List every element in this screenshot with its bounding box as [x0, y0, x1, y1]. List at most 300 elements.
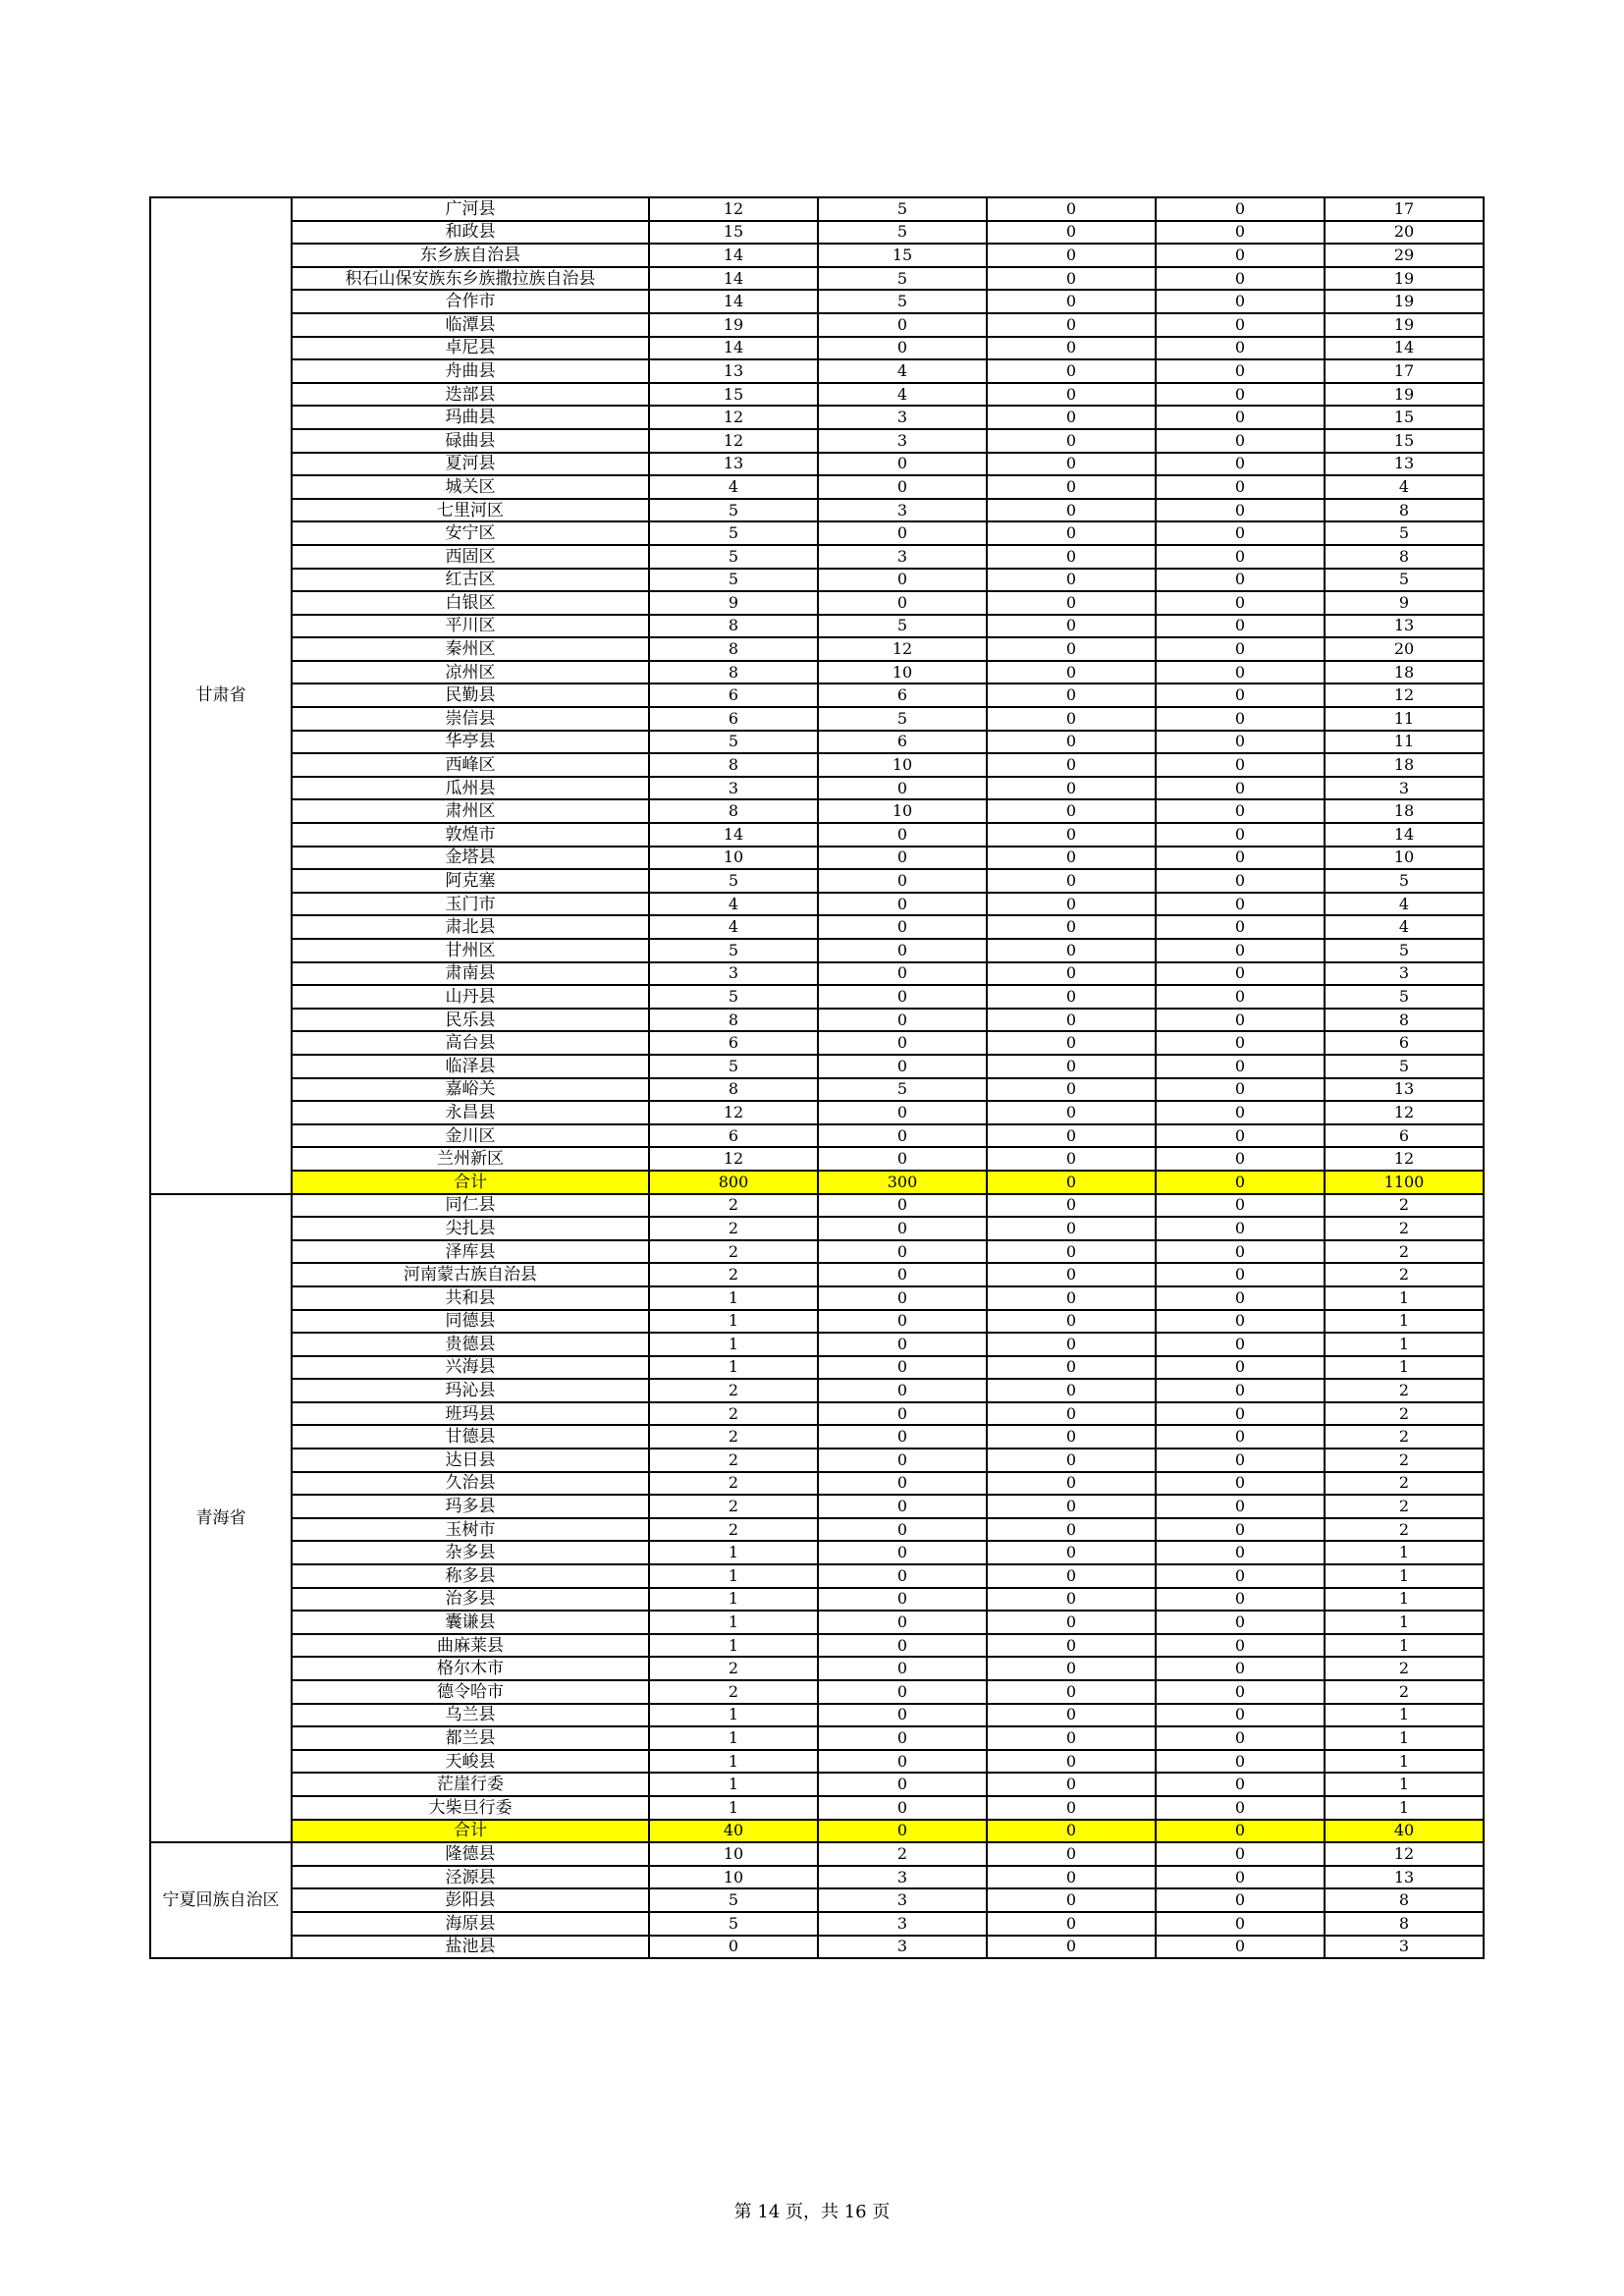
county-name-cell: 民乐县 [292, 1009, 649, 1032]
value-cell-col1: 5 [649, 985, 818, 1009]
value-cell-col2: 0 [818, 1611, 987, 1634]
value-cell-col2: 0 [818, 1449, 987, 1472]
total-row [150, 1171, 1484, 1194]
table-row [150, 1379, 1484, 1402]
value-cell-col5: 13 [1325, 1866, 1484, 1889]
value-cell-col4: 0 [1156, 1564, 1325, 1588]
table-row [150, 1263, 1484, 1286]
value-cell-col3: 0 [987, 1518, 1156, 1542]
county-name-cell: 碌曲县 [292, 429, 649, 453]
table-row [150, 1634, 1484, 1658]
value-cell-col1: 10 [649, 1842, 818, 1866]
value-cell-col5: 1 [1325, 1541, 1484, 1564]
value-cell-col5: 1 [1325, 1588, 1484, 1612]
value-cell-col5: 3 [1325, 777, 1484, 800]
county-name-cell: 临泽县 [292, 1055, 649, 1078]
county-name-cell: 敦煌市 [292, 823, 649, 847]
value-cell-col3: 0 [987, 1078, 1156, 1102]
value-cell-col1: 4 [649, 893, 818, 916]
value-cell-col2: 0 [818, 893, 987, 916]
value-cell-col3: 0 [987, 244, 1156, 267]
value-cell-col4: 0 [1156, 1518, 1325, 1542]
value-cell-col4: 0 [1156, 962, 1325, 986]
value-cell-col5: 1 [1325, 1286, 1484, 1310]
value-cell-col2: 10 [818, 753, 987, 777]
value-cell-col5: 1 [1325, 1773, 1484, 1796]
table-row [150, 1657, 1484, 1680]
county-name-cell: 隆德县 [292, 1842, 649, 1866]
value-cell-col5: 18 [1325, 799, 1484, 823]
value-cell-col2: 0 [818, 1680, 987, 1704]
county-name-cell: 泾源县 [292, 1866, 649, 1889]
county-name-cell: 班玛县 [292, 1402, 649, 1426]
value-cell-col2: 0 [818, 569, 987, 592]
table-row [150, 1704, 1484, 1727]
county-name-cell: 城关区 [292, 475, 649, 499]
value-cell-col5: 2 [1325, 1402, 1484, 1426]
value-cell-col3: 0 [987, 777, 1156, 800]
table-row [150, 869, 1484, 893]
value-cell-col2: 6 [818, 731, 987, 754]
value-cell-col2: 3 [818, 1936, 987, 1959]
county-name-cell: 玉树市 [292, 1518, 649, 1542]
value-cell-col1: 2 [649, 1263, 818, 1286]
value-cell-col2: 0 [818, 1263, 987, 1286]
value-cell-col5: 1 [1325, 1564, 1484, 1588]
value-cell-col5: 2 [1325, 1495, 1484, 1518]
table-row [150, 915, 1484, 939]
value-cell-col2: 15 [818, 244, 987, 267]
county-name-cell: 杂多县 [292, 1541, 649, 1564]
value-cell-col3: 0 [987, 1217, 1156, 1240]
value-cell-col2: 5 [818, 707, 987, 731]
county-name-cell: 崇信县 [292, 707, 649, 731]
value-cell-col5: 1 [1325, 1611, 1484, 1634]
value-cell-col1: 800 [649, 1171, 818, 1194]
value-cell-col3: 0 [987, 569, 1156, 592]
value-cell-col2: 0 [818, 1704, 987, 1727]
value-cell-col3: 0 [987, 1009, 1156, 1032]
value-cell-col4: 0 [1156, 197, 1325, 221]
value-cell-col5: 1 [1325, 1704, 1484, 1727]
table-row [150, 1912, 1484, 1936]
value-cell-col1: 40 [649, 1820, 818, 1843]
value-cell-col1: 4 [649, 475, 818, 499]
value-cell-col4: 0 [1156, 1263, 1325, 1286]
value-cell-col3: 0 [987, 1773, 1156, 1796]
value-cell-col1: 13 [649, 359, 818, 383]
value-cell-col1: 12 [649, 1101, 818, 1124]
value-cell-col4: 0 [1156, 337, 1325, 360]
value-cell-col1: 8 [649, 753, 818, 777]
value-cell-col5: 5 [1325, 569, 1484, 592]
value-cell-col1: 10 [649, 847, 818, 870]
value-cell-col2: 0 [818, 1588, 987, 1612]
value-cell-col1: 8 [649, 637, 818, 661]
value-cell-col4: 0 [1156, 1333, 1325, 1356]
county-name-cell: 金塔县 [292, 847, 649, 870]
value-cell-col3: 0 [987, 383, 1156, 407]
county-name-cell: 盐池县 [292, 1936, 649, 1959]
value-cell-col4: 0 [1156, 1009, 1325, 1032]
value-cell-col1: 8 [649, 661, 818, 684]
table-row [150, 1009, 1484, 1032]
value-cell-col3: 0 [987, 823, 1156, 847]
table-row [150, 637, 1484, 661]
value-cell-col5: 2 [1325, 1263, 1484, 1286]
county-name-cell: 玛曲县 [292, 406, 649, 429]
value-cell-col3: 0 [987, 337, 1156, 360]
table-row [150, 1726, 1484, 1750]
total-label-cell: 合计 [292, 1820, 649, 1843]
value-cell-col3: 0 [987, 1379, 1156, 1402]
table-row [150, 661, 1484, 684]
value-cell-col4: 0 [1156, 707, 1325, 731]
county-name-cell: 久治县 [292, 1472, 649, 1496]
value-cell-col1: 3 [649, 777, 818, 800]
value-cell-col4: 0 [1156, 1055, 1325, 1078]
value-cell-col2: 0 [818, 1402, 987, 1426]
table-row [150, 1078, 1484, 1102]
value-cell-col2: 0 [818, 1495, 987, 1518]
value-cell-col4: 0 [1156, 893, 1325, 916]
value-cell-col4: 0 [1156, 521, 1325, 545]
value-cell-col2: 0 [818, 777, 987, 800]
value-cell-col5: 20 [1325, 637, 1484, 661]
value-cell-col3: 0 [987, 1680, 1156, 1704]
value-cell-col2: 0 [818, 1147, 987, 1171]
county-name-cell: 玉门市 [292, 893, 649, 916]
value-cell-col1: 1 [649, 1796, 818, 1820]
value-cell-col4: 0 [1156, 1634, 1325, 1658]
table-row [150, 777, 1484, 800]
table-row [150, 569, 1484, 592]
county-name-cell: 泽库县 [292, 1240, 649, 1264]
value-cell-col3: 0 [987, 313, 1156, 337]
value-cell-col5: 1 [1325, 1634, 1484, 1658]
province-cell: 宁夏回族自治区 [150, 1842, 292, 1958]
value-cell-col4: 0 [1156, 985, 1325, 1009]
value-cell-col4: 0 [1156, 406, 1325, 429]
value-cell-col4: 0 [1156, 244, 1325, 267]
value-cell-col3: 0 [987, 453, 1156, 476]
table-row [150, 1425, 1484, 1449]
value-cell-col3: 0 [987, 1750, 1156, 1774]
county-name-cell: 治多县 [292, 1588, 649, 1612]
value-cell-col4: 0 [1156, 453, 1325, 476]
value-cell-col1: 2 [649, 1657, 818, 1680]
table-row [150, 962, 1484, 986]
value-cell-col5: 17 [1325, 197, 1484, 221]
county-name-cell: 嘉峪关 [292, 1078, 649, 1102]
county-name-cell: 平川区 [292, 615, 649, 638]
value-cell-col1: 1 [649, 1564, 818, 1588]
table-row [150, 1147, 1484, 1171]
table-row [150, 499, 1484, 522]
value-cell-col3: 0 [987, 359, 1156, 383]
table-row [150, 893, 1484, 916]
value-cell-col2: 0 [818, 591, 987, 615]
value-cell-col2: 0 [818, 1379, 987, 1402]
value-cell-col3: 0 [987, 1472, 1156, 1496]
value-cell-col3: 0 [987, 1820, 1156, 1843]
value-cell-col5: 9 [1325, 591, 1484, 615]
value-cell-col2: 300 [818, 1171, 987, 1194]
county-name-cell: 金川区 [292, 1124, 649, 1148]
value-cell-col2: 3 [818, 1888, 987, 1912]
county-name-cell: 称多县 [292, 1564, 649, 1588]
county-name-cell: 曲麻莱县 [292, 1634, 649, 1658]
value-cell-col3: 0 [987, 1495, 1156, 1518]
table-row [150, 1333, 1484, 1356]
value-cell-col4: 0 [1156, 1541, 1325, 1564]
value-cell-col5: 19 [1325, 313, 1484, 337]
value-cell-col2: 0 [818, 1750, 987, 1774]
value-cell-col2: 3 [818, 1912, 987, 1936]
value-cell-col3: 0 [987, 799, 1156, 823]
value-cell-col1: 5 [649, 869, 818, 893]
value-cell-col4: 0 [1156, 1147, 1325, 1171]
value-cell-col1: 12 [649, 406, 818, 429]
county-name-cell: 尖扎县 [292, 1217, 649, 1240]
county-name-cell: 积石山保安族东乡族撒拉族自治县 [292, 267, 649, 291]
value-cell-col4: 0 [1156, 939, 1325, 962]
value-cell-col5: 4 [1325, 915, 1484, 939]
value-cell-col4: 0 [1156, 1240, 1325, 1264]
county-name-cell: 兴海县 [292, 1356, 649, 1380]
total-row [150, 1820, 1484, 1843]
value-cell-col1: 6 [649, 683, 818, 707]
table-row [150, 475, 1484, 499]
value-cell-col3: 0 [987, 1866, 1156, 1889]
value-cell-col3: 0 [987, 1726, 1156, 1750]
value-cell-col2: 0 [818, 1726, 987, 1750]
value-cell-col5: 13 [1325, 1078, 1484, 1102]
table-row [150, 707, 1484, 731]
table-row [150, 1055, 1484, 1078]
value-cell-col5: 14 [1325, 823, 1484, 847]
value-cell-col3: 0 [987, 1936, 1156, 1959]
table-row [150, 1866, 1484, 1889]
county-name-cell: 卓尼县 [292, 337, 649, 360]
county-name-cell: 安宁区 [292, 521, 649, 545]
value-cell-col3: 0 [987, 615, 1156, 638]
table-row [150, 1541, 1484, 1564]
value-cell-col3: 0 [987, 406, 1156, 429]
value-cell-col1: 1 [649, 1541, 818, 1564]
value-cell-col3: 0 [987, 1611, 1156, 1634]
value-cell-col3: 0 [987, 1634, 1156, 1658]
value-cell-col4: 0 [1156, 1217, 1325, 1240]
value-cell-col1: 2 [649, 1240, 818, 1264]
table-row [150, 1796, 1484, 1820]
table-row [150, 383, 1484, 407]
county-name-cell: 秦州区 [292, 637, 649, 661]
table-row [150, 939, 1484, 962]
value-cell-col2: 0 [818, 1820, 987, 1843]
county-name-cell: 同德县 [292, 1310, 649, 1334]
value-cell-col4: 0 [1156, 1031, 1325, 1055]
value-cell-col1: 1 [649, 1310, 818, 1334]
county-name-cell: 肃州区 [292, 799, 649, 823]
value-cell-col4: 0 [1156, 1588, 1325, 1612]
county-name-cell: 西固区 [292, 545, 649, 569]
value-cell-col4: 0 [1156, 1402, 1325, 1426]
county-name-cell: 肃北县 [292, 915, 649, 939]
value-cell-col4: 0 [1156, 1425, 1325, 1449]
value-cell-col3: 0 [987, 521, 1156, 545]
table-row [150, 799, 1484, 823]
value-cell-col2: 10 [818, 799, 987, 823]
value-cell-col2: 5 [818, 615, 987, 638]
value-cell-col2: 0 [818, 1217, 987, 1240]
value-cell-col1: 5 [649, 545, 818, 569]
value-cell-col1: 6 [649, 1124, 818, 1148]
value-cell-col4: 0 [1156, 1310, 1325, 1334]
table-row [150, 1240, 1484, 1264]
value-cell-col5: 1 [1325, 1333, 1484, 1356]
county-name-cell: 格尔木市 [292, 1657, 649, 1680]
value-cell-col1: 2 [649, 1402, 818, 1426]
value-cell-col4: 0 [1156, 1286, 1325, 1310]
value-cell-col2: 0 [818, 1773, 987, 1796]
county-name-cell: 东乡族自治县 [292, 244, 649, 267]
county-name-cell: 乌兰县 [292, 1704, 649, 1727]
value-cell-col3: 0 [987, 1425, 1156, 1449]
value-cell-col5: 40 [1325, 1820, 1484, 1843]
value-cell-col4: 0 [1156, 1704, 1325, 1727]
value-cell-col5: 1 [1325, 1796, 1484, 1820]
value-cell-col3: 0 [987, 637, 1156, 661]
table-row [150, 337, 1484, 360]
value-cell-col2: 0 [818, 1472, 987, 1496]
table-row [150, 1936, 1484, 1959]
value-cell-col1: 1 [649, 1286, 818, 1310]
table-row [150, 1402, 1484, 1426]
value-cell-col5: 13 [1325, 453, 1484, 476]
value-cell-col5: 4 [1325, 475, 1484, 499]
value-cell-col4: 0 [1156, 915, 1325, 939]
value-cell-col1: 2 [649, 1518, 818, 1542]
value-cell-col4: 0 [1156, 1820, 1325, 1843]
county-name-cell: 临潭县 [292, 313, 649, 337]
value-cell-col5: 2 [1325, 1217, 1484, 1240]
value-cell-col4: 0 [1156, 615, 1325, 638]
county-name-cell: 合作市 [292, 290, 649, 313]
value-cell-col2: 3 [818, 545, 987, 569]
county-name-cell: 民勤县 [292, 683, 649, 707]
value-cell-col2: 0 [818, 1194, 987, 1218]
value-cell-col4: 0 [1156, 1866, 1325, 1889]
value-cell-col2: 4 [818, 359, 987, 383]
table-row [150, 615, 1484, 638]
value-cell-col5: 2 [1325, 1379, 1484, 1402]
county-name-cell: 七里河区 [292, 499, 649, 522]
value-cell-col2: 4 [818, 383, 987, 407]
county-name-cell: 凉州区 [292, 661, 649, 684]
table-row [150, 1842, 1484, 1866]
value-cell-col5: 6 [1325, 1031, 1484, 1055]
value-cell-col5: 2 [1325, 1194, 1484, 1218]
table-row [150, 823, 1484, 847]
value-cell-col1: 5 [649, 1888, 818, 1912]
value-cell-col2: 0 [818, 521, 987, 545]
value-cell-col3: 0 [987, 731, 1156, 754]
value-cell-col3: 0 [987, 1124, 1156, 1148]
value-cell-col1: 2 [649, 1495, 818, 1518]
value-cell-col2: 0 [818, 1310, 987, 1334]
value-cell-col5: 1 [1325, 1356, 1484, 1380]
value-cell-col1: 14 [649, 823, 818, 847]
county-name-cell: 达日县 [292, 1449, 649, 1472]
value-cell-col3: 0 [987, 1657, 1156, 1680]
value-cell-col5: 1 [1325, 1726, 1484, 1750]
value-cell-col5: 5 [1325, 985, 1484, 1009]
value-cell-col5: 4 [1325, 893, 1484, 916]
value-cell-col1: 2 [649, 1217, 818, 1240]
county-name-cell: 海原县 [292, 1912, 649, 1936]
table-row [150, 1472, 1484, 1496]
value-cell-col4: 0 [1156, 1472, 1325, 1496]
value-cell-col3: 0 [987, 1101, 1156, 1124]
value-cell-col1: 1 [649, 1634, 818, 1658]
value-cell-col5: 17 [1325, 359, 1484, 383]
value-cell-col4: 0 [1156, 267, 1325, 291]
value-cell-col1: 8 [649, 799, 818, 823]
value-cell-col1: 2 [649, 1425, 818, 1449]
value-cell-col2: 6 [818, 683, 987, 707]
value-cell-col5: 29 [1325, 244, 1484, 267]
value-cell-col2: 0 [818, 475, 987, 499]
value-cell-col3: 0 [987, 1031, 1156, 1055]
value-cell-col1: 12 [649, 197, 818, 221]
value-cell-col5: 8 [1325, 1912, 1484, 1936]
table-row [150, 1356, 1484, 1380]
county-name-cell: 都兰县 [292, 1726, 649, 1750]
value-cell-col1: 1 [649, 1588, 818, 1612]
value-cell-col3: 0 [987, 1449, 1156, 1472]
table-row [150, 1588, 1484, 1612]
value-cell-col1: 1 [649, 1750, 818, 1774]
value-cell-col3: 0 [987, 499, 1156, 522]
value-cell-col4: 0 [1156, 545, 1325, 569]
value-cell-col1: 8 [649, 1078, 818, 1102]
value-cell-col5: 5 [1325, 939, 1484, 962]
value-cell-col3: 0 [987, 893, 1156, 916]
value-cell-col1: 8 [649, 1009, 818, 1032]
value-cell-col5: 11 [1325, 731, 1484, 754]
value-cell-col1: 2 [649, 1194, 818, 1218]
value-cell-col2: 0 [818, 1796, 987, 1820]
county-name-cell: 瓜州县 [292, 777, 649, 800]
value-cell-col5: 12 [1325, 1101, 1484, 1124]
value-cell-col5: 15 [1325, 429, 1484, 453]
value-cell-col4: 0 [1156, 1449, 1325, 1472]
value-cell-col4: 0 [1156, 1078, 1325, 1102]
value-cell-col4: 0 [1156, 1171, 1325, 1194]
table-row [150, 1611, 1484, 1634]
table-row [150, 683, 1484, 707]
value-cell-col5: 3 [1325, 1936, 1484, 1959]
county-name-cell: 彭阳县 [292, 1888, 649, 1912]
value-cell-col3: 0 [987, 1286, 1156, 1310]
value-cell-col1: 5 [649, 1912, 818, 1936]
value-cell-col2: 0 [818, 1634, 987, 1658]
value-cell-col2: 0 [818, 1518, 987, 1542]
value-cell-col5: 2 [1325, 1518, 1484, 1542]
value-cell-col3: 0 [987, 267, 1156, 291]
value-cell-col3: 0 [987, 545, 1156, 569]
